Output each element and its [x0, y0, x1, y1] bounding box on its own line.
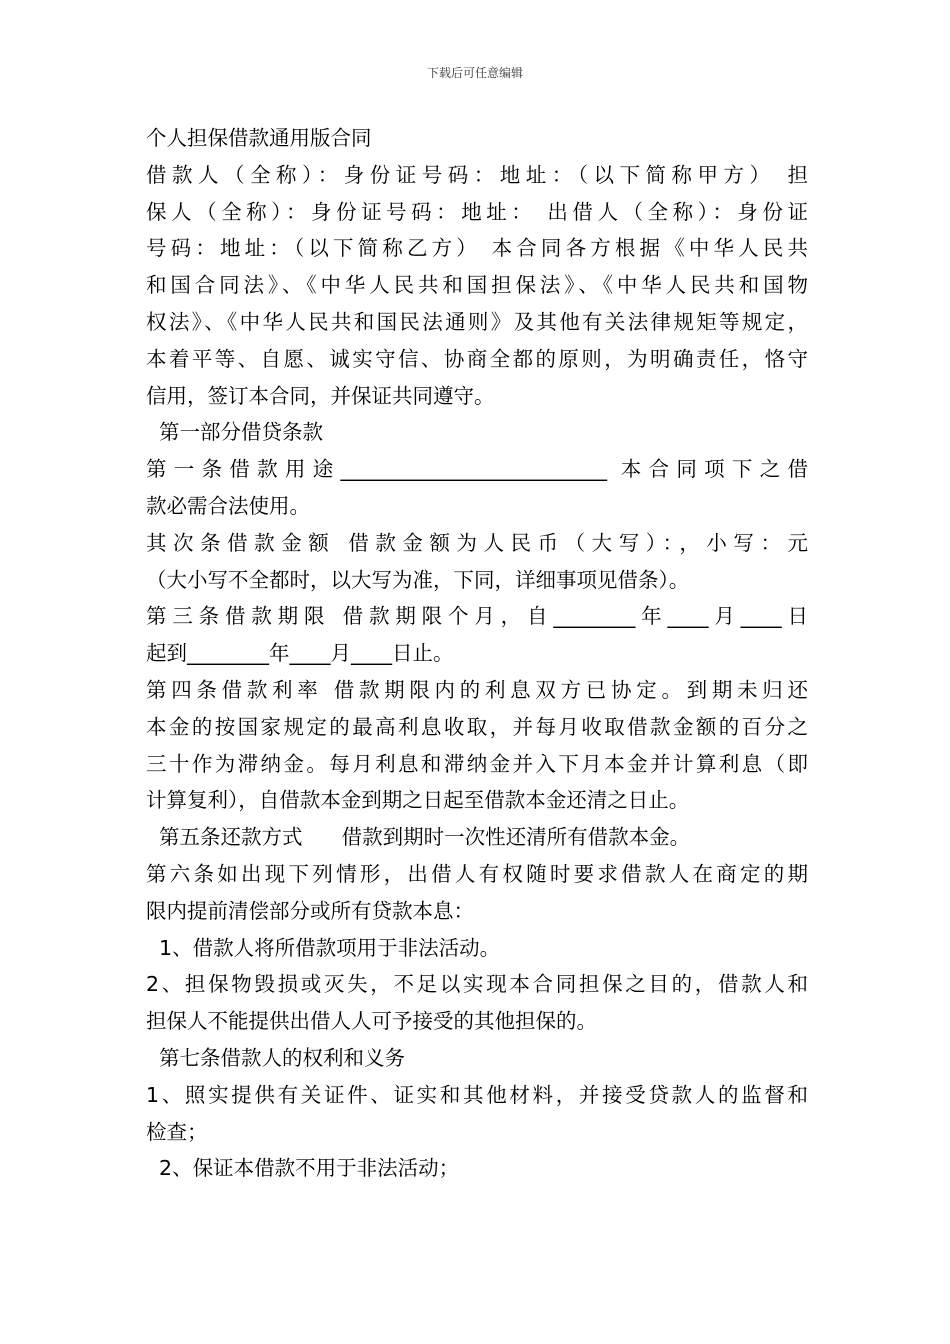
text-line: 信用，签订本合同，并保证共同遵守。: [146, 383, 495, 408]
section-heading: 第七条借款人的权利和义务: [146, 1045, 406, 1070]
text-line: 号码：地址：（以下简称乙方） 本合同各方根据《中华人民共: [146, 236, 808, 261]
text-line: 借款人（全称）：身份证号码：地址：（以下简称甲方） 担: [146, 162, 808, 187]
list-item: 1、借款人将所借款项用于非法活动。: [146, 935, 501, 960]
text-line: 第四条借款利率 借款期限内的利息双方已协定。到期未归还: [146, 677, 808, 702]
text-line: （大小写不全都时，以大写为准，下同，详细事项见借条）。: [146, 567, 690, 592]
page-header: 下载后可任意编辑: [426, 66, 523, 80]
text-line: 起到________年____月____日止。: [146, 641, 454, 666]
contract-body: [146, 120, 808, 1187]
text-line: 第一条借款用途__________________________ 本合同项下之借: [146, 457, 808, 482]
text-line: 计算复利），自借款本金到期之日起至借款本金还清之日止。: [146, 788, 690, 813]
contract-title: 个人担保借款通用版合同: [146, 126, 372, 150]
text-line: 本着平等、自愿、诚实守信、协商全都的原则，为明确责任，恪守: [146, 346, 808, 371]
list-item: 1、照实提供有关证件、证实和其他材料，并接受贷款人的监督和: [146, 1082, 808, 1107]
text-line: 第五条还款方式 借款到期时一次性还清所有借款本金。: [146, 825, 691, 850]
text-line: 款必需合法使用。: [146, 493, 310, 518]
text-line: 保人（全称）：身份证号码：地址： 出借人（全称）：身份证: [146, 199, 808, 224]
text-line: 限内提前清偿部分或所有贷款本息：: [146, 898, 474, 923]
list-item: 2、担保物毁损或灭失，不足以实现本合同担保之目的，借款人和: [146, 972, 808, 997]
text-line: 本金的按国家规定的最高利息收取，并每月收取借款金额的百分之: [146, 714, 808, 739]
text-line: 第三条借款期限 借款期限个月，自________年____月____日: [146, 604, 808, 629]
text-line: 其次条借款金额 借款金额为人民币（大写）：，小写：元: [146, 530, 808, 555]
text-line: 第六条如出现下列情形，出借人有权随时要求借款人在商定的期: [146, 861, 808, 886]
text-line: 和国合同法》、《中华人民共和国担保法》、《中华人民共和国物: [146, 273, 808, 298]
text-line: 权法》、《中华人民共和国民法通则》及其他有关法律规矩等规定，: [146, 309, 808, 334]
text-line: 担保人不能提供出借人人可予接受的其他担保的。: [146, 1009, 597, 1034]
section-heading: 第一部分借贷条款: [146, 420, 324, 445]
text-line: 三十作为滞纳金。每月利息和滞纳金并入下月本金并计算利息（即: [146, 751, 808, 776]
list-item: 2、保证本借款不用于非法活动；: [146, 1156, 460, 1181]
text-line: 检查；: [146, 1119, 208, 1144]
